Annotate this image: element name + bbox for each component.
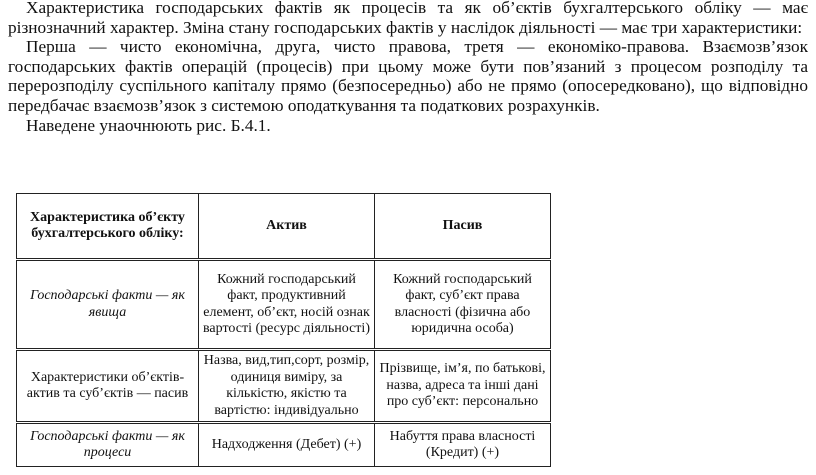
header-passive: Пасив bbox=[375, 194, 551, 260]
paragraph-3: Наведене унаочнюють рис. Б.4.1. bbox=[26, 115, 271, 135]
paragraph-2: Перша — чисто економічна, друга, чисто правова, третя — економіко-правова. Взаємозв’язок господарських фактів операцій (процесів) при цьому може бути пов’язаний з процесом розподілу та перерозподілу суспільного капіталу прямо (безпосередньо) або не прямо (опосередковано), що відповідно передбачає взаємозв’язок з системою оподаткування та податкових розрахунків. bbox=[8, 37, 808, 115]
passive-cell: Кожний господарський факт, суб’єкт права власності (фізична або юридична особа) bbox=[375, 260, 551, 350]
row-label: Характеристики об’єктів-актив та суб’єктів — пасив bbox=[17, 350, 199, 423]
passive-cell: Прізвище, ім’я, по батькові, назва, адреса та інші дані про суб’єкт: персонально bbox=[375, 350, 551, 423]
table-row bbox=[17, 260, 551, 350]
row-label: Господарські факти — як явища bbox=[17, 260, 199, 350]
table-row bbox=[17, 350, 551, 423]
header-characteristic: Характеристика об’єкту бухгалтерського обліку: bbox=[17, 194, 199, 260]
table-row bbox=[17, 423, 551, 467]
header-active: Актив bbox=[199, 194, 375, 260]
active-cell: Надходження (Дебет) (+) bbox=[199, 423, 375, 467]
table-header-row bbox=[17, 194, 551, 260]
row-label: Господарські факти — як процеси bbox=[17, 423, 199, 467]
paragraph-1: Характеристика господарських фактів як процесів та як об’єктів бухгалтерського обліку — має різнозначний характер. Зміна стану господарських фактів у наслідок діяльності — має три характеристики: bbox=[8, 0, 808, 37]
active-cell: Кожний господарський факт, продуктивний елемент, об’єкт, носій ознак вартості (ресурс діяльності) bbox=[199, 260, 375, 350]
passive-cell: Набуття права власності (Кредит) (+) bbox=[375, 423, 551, 467]
body-text bbox=[8, 0, 808, 135]
active-cell: Назва, вид,тип,сорт, розмір, одиниця виміру, за кількістю, якістю та вартістю: індивідуально bbox=[199, 350, 375, 423]
figure-table bbox=[16, 193, 551, 467]
